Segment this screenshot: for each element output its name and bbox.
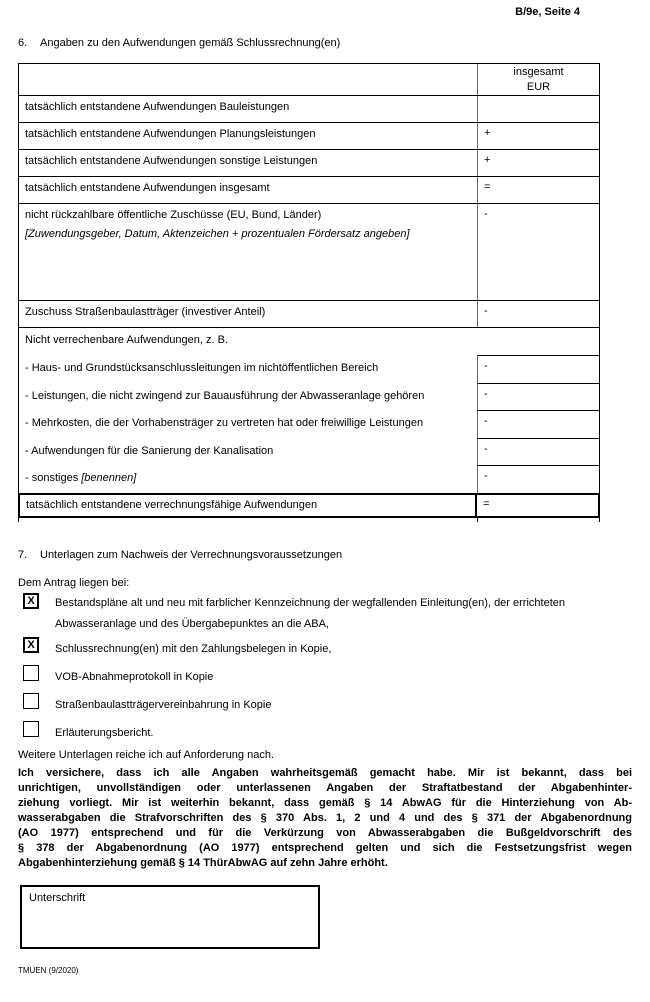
checkbox-mark: X bbox=[27, 595, 35, 607]
value-header-line1: insgesamt bbox=[513, 66, 564, 78]
total-amount-input-cell[interactable] bbox=[475, 495, 598, 516]
signature-box[interactable] bbox=[20, 885, 320, 949]
amount-input-cell[interactable] bbox=[477, 150, 599, 176]
declaration-line: ziehung vorliegt. Mir ist weiterhin bekannt, dass gemäß § 14 AbwAG für die Hinterziehung von Ab- bbox=[18, 797, 632, 809]
amount-input-cell[interactable] bbox=[477, 355, 599, 383]
row-label: nicht rückzahlbare öffentliche Zuschüsse (EU, Bund, Länder) bbox=[25, 209, 322, 221]
nonchargeable-item-label: - Haus- und Grundstücksanschlussleitungen im nichtöffentlichen Bereich bbox=[25, 362, 379, 374]
declaration-line: Abgabenhinterziehung gemäß § 14 ThürAbwAG auf zehn Jahre erhöht. bbox=[18, 857, 388, 869]
table-row bbox=[19, 150, 599, 177]
amount-input-cell[interactable] bbox=[477, 204, 599, 300]
row-note: [Zuwendungsgeber, Datum, Aktenzeichen + prozentualen Fördersatz angeben] bbox=[25, 228, 410, 240]
row-label: tatsächlich entstandene Aufwendungen Bauleistungen bbox=[25, 101, 290, 113]
nonchargeable-item-label: - Mehrkosten, die der Vorhabensträger zu vertreten hat oder freiwillige Leistungen bbox=[25, 417, 424, 430]
nonchargeable-item-label: - Leistungen, die nicht zwingend zur Bauausführung der Abwasseranlage gehören bbox=[25, 389, 425, 402]
section6-number: 6. bbox=[18, 37, 28, 49]
operator-sign: = bbox=[484, 181, 491, 193]
operator-sign: - bbox=[484, 305, 488, 317]
signature-label: Unterschrift bbox=[29, 892, 86, 904]
operator-sign: - bbox=[484, 442, 488, 455]
table-header-empty-cell bbox=[19, 64, 477, 95]
operator-sign: + bbox=[484, 154, 491, 166]
table-border-stub bbox=[477, 517, 478, 522]
section7-title bbox=[18, 549, 342, 561]
checkbox-label: Schlussrechnung(en) mit den Zahlungsbelegen in Kopie, bbox=[55, 643, 332, 655]
table-border-stub bbox=[18, 517, 19, 522]
declaration-line: § 378 der Abgabenordnung (AO 1977) entsprechend gelten und sich die Festsetzungsfrist wegen bbox=[18, 842, 632, 854]
operator-sign: - bbox=[484, 208, 488, 220]
further-documents-note: Weitere Unterlagen reiche ich auf Anforderung nach. bbox=[18, 749, 275, 761]
item-label-italic: [benennen] bbox=[81, 472, 137, 485]
value-header-line2: EUR bbox=[526, 81, 551, 93]
amount-input-cell[interactable] bbox=[477, 123, 599, 149]
nonchargeable-item-label: - Aufwendungen für die Sanierung der Kanalisation bbox=[25, 444, 274, 457]
operator-sign: - bbox=[484, 360, 488, 372]
row-label: tatsächlich entstandene Aufwendungen Planungsleistungen bbox=[25, 128, 316, 140]
checkbox-mark: X bbox=[27, 639, 35, 651]
operator-sign: - bbox=[484, 387, 488, 400]
checkbox-bestandsplaene[interactable] bbox=[23, 593, 39, 609]
declaration-line: wasserabgaben die Strafvorschriften des § 370 Abs. 1, 2 und 4 und des § 371 der Abgabenordnung bbox=[18, 812, 632, 824]
declaration-paragraph bbox=[18, 766, 632, 871]
nonchargeable-header: Nicht verrechenbare Aufwendungen, z. B. bbox=[25, 334, 229, 346]
operator-sign: + bbox=[484, 127, 491, 139]
table-row bbox=[19, 177, 599, 204]
row-label: tatsächlich entstandene Aufwendungen sonstige Leistungen bbox=[25, 155, 318, 167]
declaration-line: unrichtigen, unvollständigen oder unterlassenen Angaben der Straftatbestand der Abgabenhinter- bbox=[18, 782, 632, 794]
row-label: Zuschuss Straßenbaulastträger (investiver Anteil) bbox=[25, 306, 266, 318]
checkbox-label: Erläuterungsbericht. bbox=[55, 727, 154, 739]
declaration-line: Ich versichere, dass ich alle Angaben wahrheitsgemäß gemacht habe. Mir ist bekannt, dass bei bbox=[18, 767, 632, 779]
section7-number: 7. bbox=[18, 549, 28, 561]
page-header-reference: B/9e, Seite 4 bbox=[515, 6, 580, 18]
table-row bbox=[19, 301, 599, 328]
operator-sign: - bbox=[484, 470, 488, 483]
amount-input-cell[interactable] bbox=[477, 438, 599, 466]
expenditure-table bbox=[18, 63, 600, 518]
attachments-intro: Dem Antrag liegen bei: bbox=[18, 577, 130, 589]
table-row bbox=[19, 123, 599, 150]
table-row bbox=[19, 96, 599, 123]
checkbox-label: VOB-Abnahmeprotokoll in Kopie bbox=[55, 671, 214, 683]
form-footer-code: TMUEN (9/2020) bbox=[18, 966, 79, 975]
section6-title-text: Angaben zu den Aufwendungen gemäß Schlussrechnung(en) bbox=[40, 37, 341, 49]
declaration-line: (AO 1977) entsprechend und für die Verkürzung von Abwasserabgaben die Bußgeldvorschrift des bbox=[18, 827, 632, 839]
total-row-label: tatsächlich entstandene verrechnungsfähige Aufwendungen bbox=[26, 499, 318, 511]
nonchargeable-block bbox=[19, 328, 599, 493]
item-label-prefix: - sonstiges bbox=[25, 472, 82, 485]
checkbox-strassenbaulasttraeger[interactable] bbox=[23, 693, 39, 709]
amount-input-cell[interactable] bbox=[477, 301, 599, 327]
table-header-row bbox=[19, 64, 599, 96]
checkbox-vob[interactable] bbox=[23, 665, 39, 681]
row-label: tatsächlich entstandene Aufwendungen insgesamt bbox=[25, 182, 270, 194]
amount-input-cell[interactable] bbox=[477, 410, 599, 438]
table-total-row bbox=[18, 493, 600, 518]
amount-input-cell[interactable] bbox=[477, 383, 599, 411]
checkbox-schlussrechnung[interactable] bbox=[23, 637, 39, 653]
checkbox-label: Straßenbaulastträgervereinbahrung in Kopie bbox=[55, 699, 272, 711]
section6-title bbox=[18, 37, 340, 49]
operator-sign: = bbox=[483, 498, 490, 510]
checkbox-erlaeuterungsbericht[interactable] bbox=[23, 721, 39, 737]
table-header-value-cell bbox=[477, 64, 599, 95]
table-row-subsidies bbox=[19, 204, 599, 301]
amount-input-cell[interactable] bbox=[477, 465, 599, 493]
operator-sign: - bbox=[484, 415, 488, 428]
table-border-stub bbox=[599, 517, 600, 522]
amount-input-cell[interactable] bbox=[477, 96, 599, 122]
section7-title-text: Unterlagen zum Nachweis der Verrechnungsvoraussetzungen bbox=[40, 549, 343, 561]
nonchargeable-value-column bbox=[477, 355, 599, 493]
checkbox-label: Bestandspläne alt und neu mit farblicher Kennzeichnung der wegfallenden Einleitung(en), der errichteten Abwasseranlage und des Übergabepunktes an die ABA, bbox=[55, 597, 565, 630]
row-label-group bbox=[19, 204, 477, 300]
amount-input-cell[interactable] bbox=[477, 177, 599, 203]
